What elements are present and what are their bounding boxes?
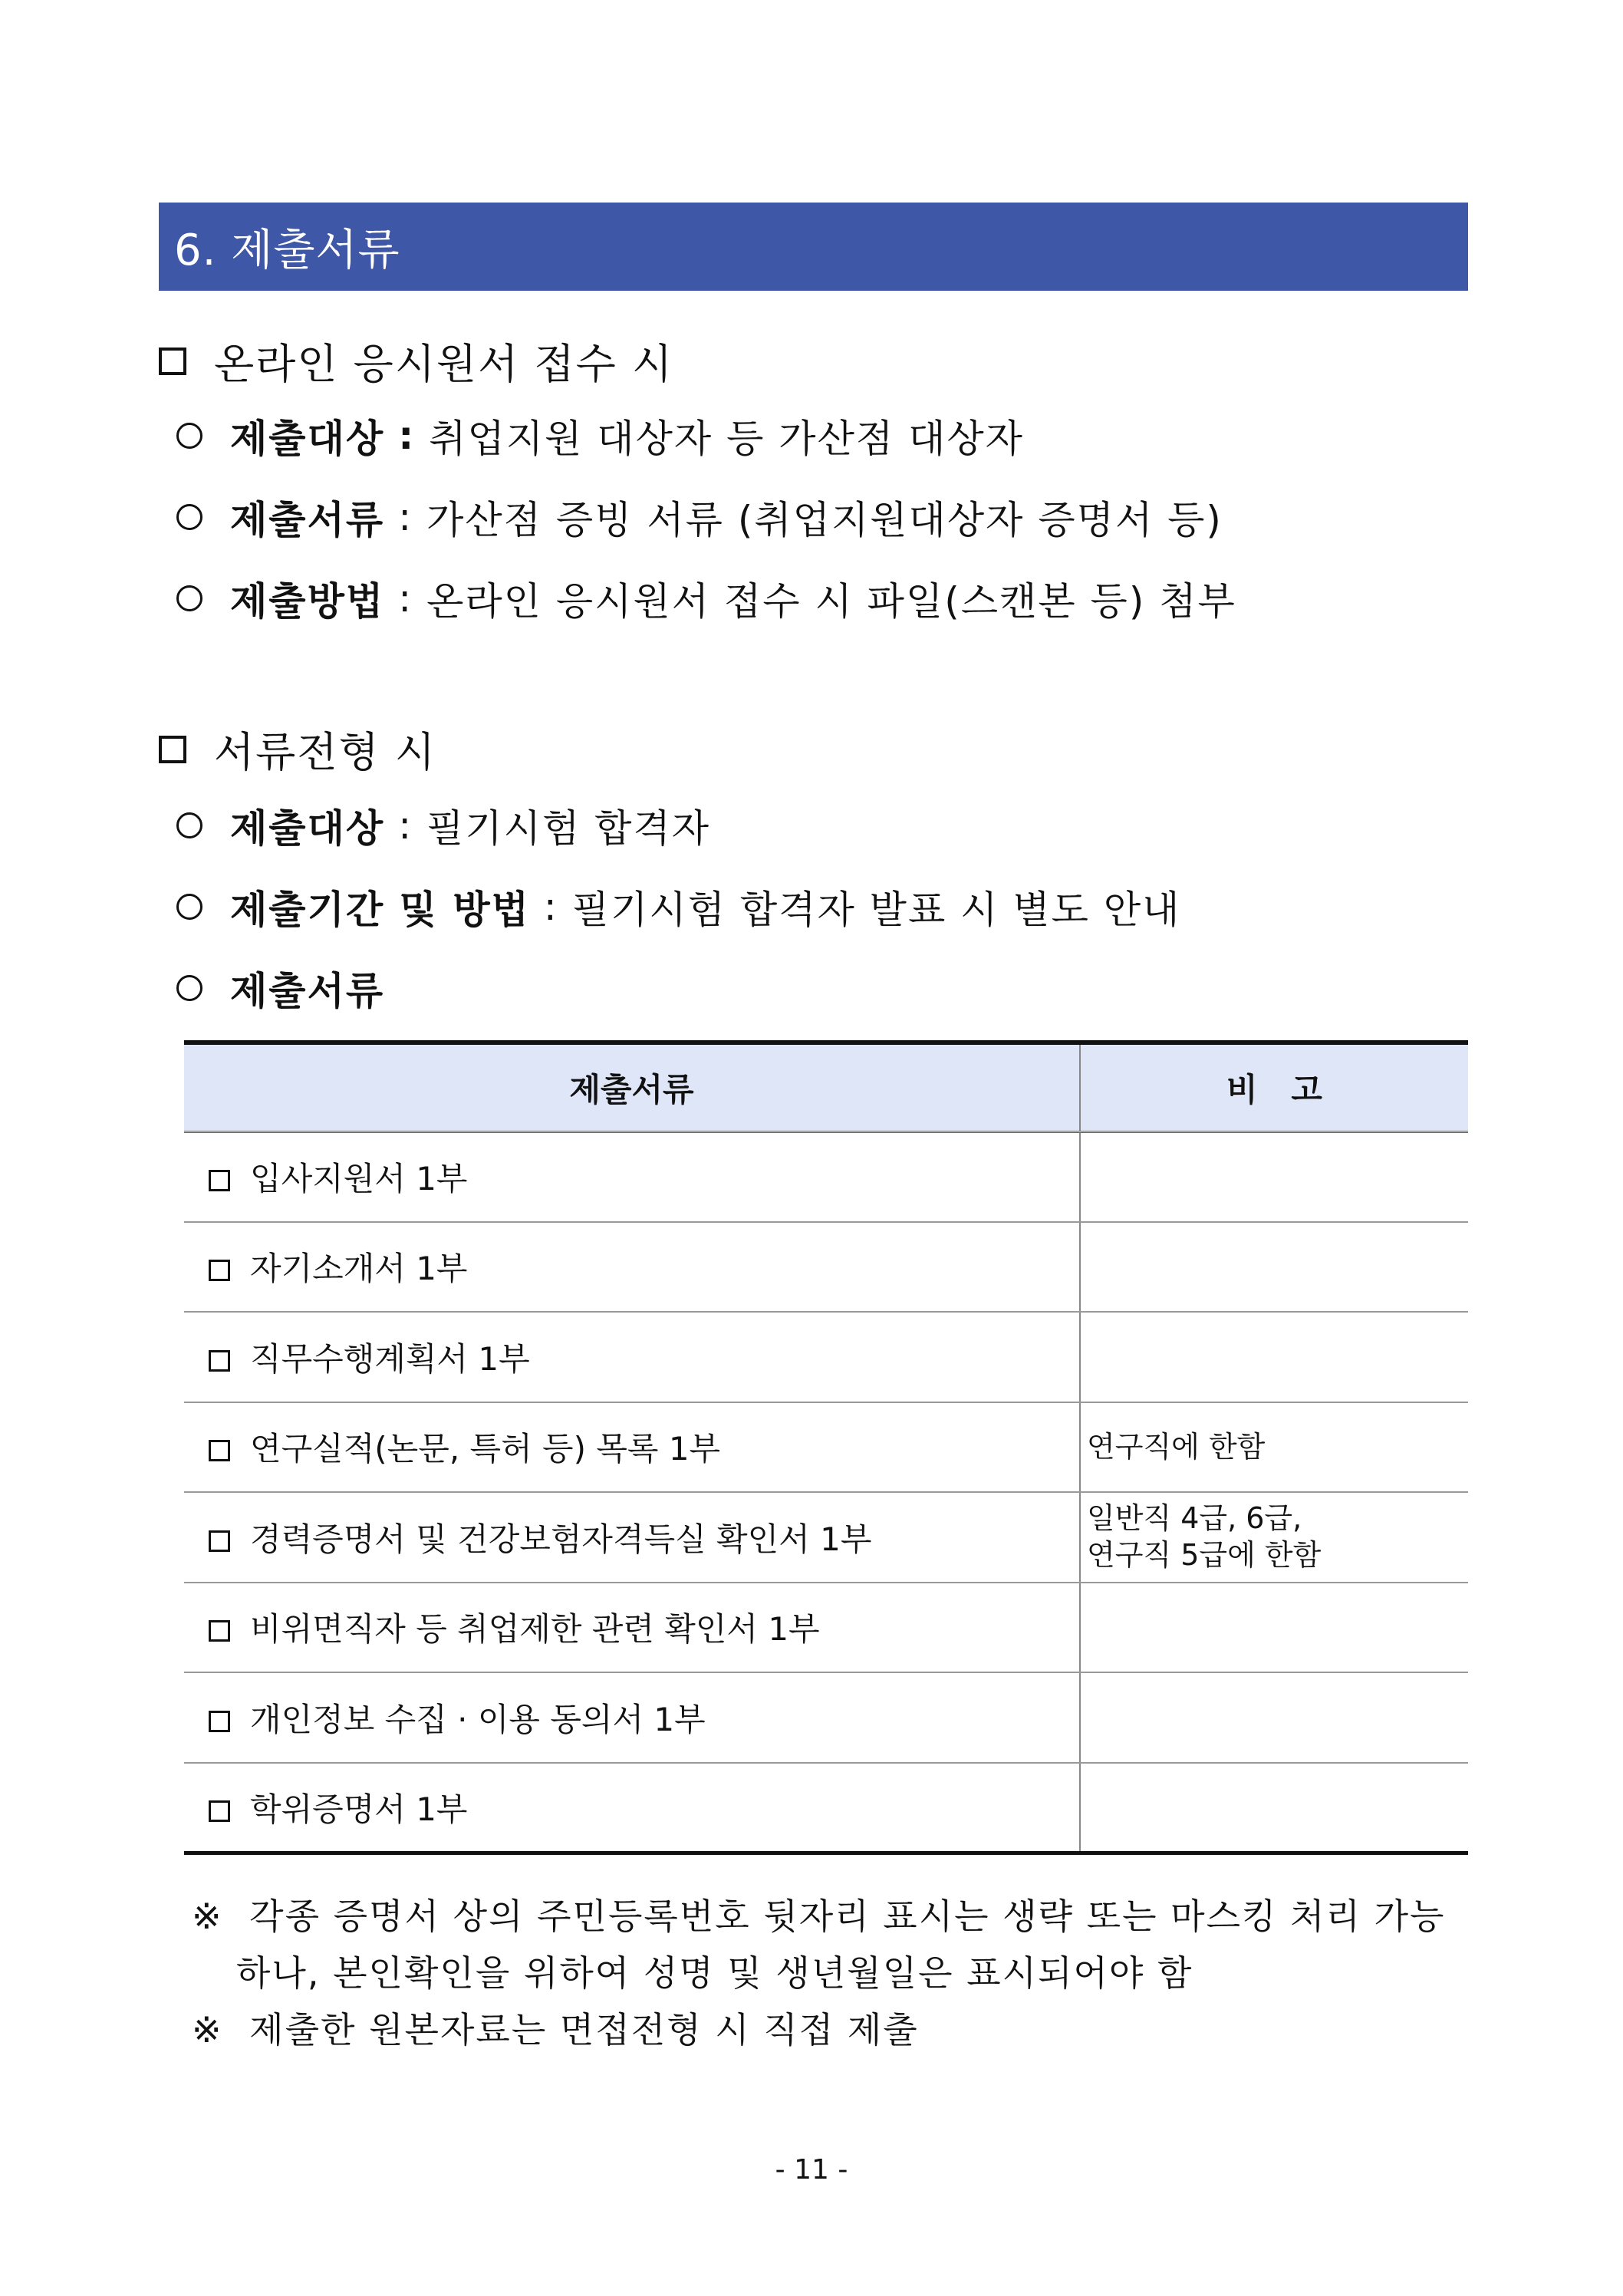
item-text: 필기시험 합격자 발표 시 별도 안내 — [571, 888, 1181, 932]
doc-name: 개인정보 수집 · 이용 동의서 1부 — [250, 1700, 706, 1738]
table-row — [184, 1583, 1468, 1673]
reference-mark-icon: ※ — [192, 2009, 223, 2051]
note-cell — [1080, 1583, 1468, 1673]
footnote-text: 제출한 원본자료는 면접전형 시 직접 제출 — [249, 2009, 919, 2051]
note-cell — [1080, 1763, 1468, 1853]
section-header-bar — [159, 203, 1468, 291]
footnote-1 — [192, 1889, 1445, 1939]
documents-table — [184, 1040, 1468, 1855]
item-separator: : — [543, 884, 558, 929]
checkbox-square-icon — [209, 1530, 230, 1552]
doc-name: 학위증명서 1부 — [250, 1790, 468, 1828]
note-cell — [1080, 1222, 1468, 1313]
note-cell — [1080, 1672, 1468, 1763]
square-bullet-icon — [159, 736, 186, 763]
section-header-title: 6. 제출서류 — [174, 225, 400, 275]
checkbox-square-icon — [209, 1711, 230, 1732]
item-separator: : — [398, 803, 413, 848]
note-cell — [1080, 1132, 1468, 1222]
screening-item-target — [176, 798, 710, 853]
reference-mark-icon: ※ — [192, 1896, 223, 1937]
doc-name: 비위면직자 등 취업제한 관련 확인서 1부 — [250, 1610, 820, 1649]
note-cell: 연구직에 한함 — [1080, 1402, 1468, 1493]
online-section-title — [159, 331, 673, 390]
doc-cell — [184, 1763, 1080, 1853]
footnote-1-continuation — [236, 1945, 1193, 1996]
item-label: 제출서류 — [230, 498, 385, 542]
table-row — [184, 1312, 1468, 1402]
screening-section-title — [159, 720, 436, 779]
screening-item-period — [176, 879, 1180, 934]
doc-name: 연구실적(논문, 특허 등) 목록 1부 — [250, 1430, 721, 1468]
online-item-method — [176, 571, 1236, 626]
circle-bullet-icon — [176, 975, 202, 1001]
item-label: 제출서류 — [230, 969, 385, 1013]
doc-cell — [184, 1312, 1080, 1402]
checkbox-square-icon — [209, 1440, 230, 1461]
doc-name: 자기소개서 1부 — [250, 1250, 468, 1288]
circle-bullet-icon — [176, 504, 202, 530]
checkbox-square-icon — [209, 1260, 230, 1281]
doc-name: 직무수행계획서 1부 — [250, 1339, 530, 1378]
screening-item-documents — [176, 960, 384, 1016]
item-separator: : — [398, 576, 413, 621]
doc-cell — [184, 1402, 1080, 1493]
table-row — [184, 1492, 1468, 1583]
doc-cell — [184, 1132, 1080, 1222]
checkbox-square-icon — [209, 1350, 230, 1372]
table-header-row — [184, 1043, 1468, 1132]
item-text: 온라인 응시원서 접수 시 파일(스캔본 등) 첨부 — [426, 579, 1236, 624]
note-cell: 일반직 4급, 6급, 연구직 5급에 한함 — [1080, 1492, 1468, 1583]
table-row — [184, 1763, 1468, 1853]
item-label: 제출기간 및 방법 — [230, 888, 530, 932]
item-text: 취업지원 대상자 등 가산점 대상자 — [429, 417, 1024, 461]
doc-cell — [184, 1672, 1080, 1763]
footnote-text: 각종 증명서 상의 주민등록번호 뒷자리 표시는 생략 또는 마스킹 처리 가능 — [249, 1896, 1446, 1937]
table-row — [184, 1402, 1468, 1493]
table-row — [184, 1222, 1468, 1313]
doc-cell — [184, 1492, 1080, 1583]
online-item-target — [176, 408, 1024, 463]
circle-bullet-icon — [176, 585, 202, 611]
doc-name: 경력증명서 및 건강보험자격득실 확인서 1부 — [250, 1520, 872, 1558]
item-label: 제출대상 — [230, 417, 385, 461]
checkbox-square-icon — [209, 1620, 230, 1642]
table-row — [184, 1132, 1468, 1222]
item-label: 제출대상 — [230, 806, 385, 851]
circle-bullet-icon — [176, 894, 202, 920]
footnote-2 — [192, 2002, 919, 2053]
online-section-title-text: 온라인 응시원서 접수 시 — [214, 340, 674, 388]
page-number: - 11 - — [775, 2154, 848, 2186]
circle-bullet-icon — [176, 812, 202, 838]
header-documents: 제출서류 — [184, 1043, 1080, 1132]
doc-name: 입사지원서 1부 — [250, 1160, 468, 1197]
checkbox-square-icon — [209, 1800, 230, 1822]
item-separator: : — [398, 495, 413, 539]
circle-bullet-icon — [176, 423, 202, 449]
item-text: 필기시험 합격자 — [426, 806, 711, 851]
footnote-text: 하나, 본인확인을 위하여 성명 및 생년월일은 표시되어야 함 — [236, 1952, 1193, 1994]
doc-cell — [184, 1583, 1080, 1673]
item-separator: : — [398, 413, 416, 458]
square-bullet-icon — [159, 348, 186, 375]
item-label: 제출방법 — [230, 579, 385, 624]
checkbox-square-icon — [209, 1170, 230, 1191]
header-remarks: 비 고 — [1080, 1043, 1468, 1132]
doc-cell — [184, 1222, 1080, 1313]
online-item-documents — [176, 489, 1223, 545]
table-row — [184, 1672, 1468, 1763]
screening-section-title-text: 서류전형 시 — [214, 728, 436, 776]
note-cell — [1080, 1312, 1468, 1402]
item-text: 가산점 증빙 서류 (취업지원대상자 증명서 등) — [426, 498, 1223, 542]
